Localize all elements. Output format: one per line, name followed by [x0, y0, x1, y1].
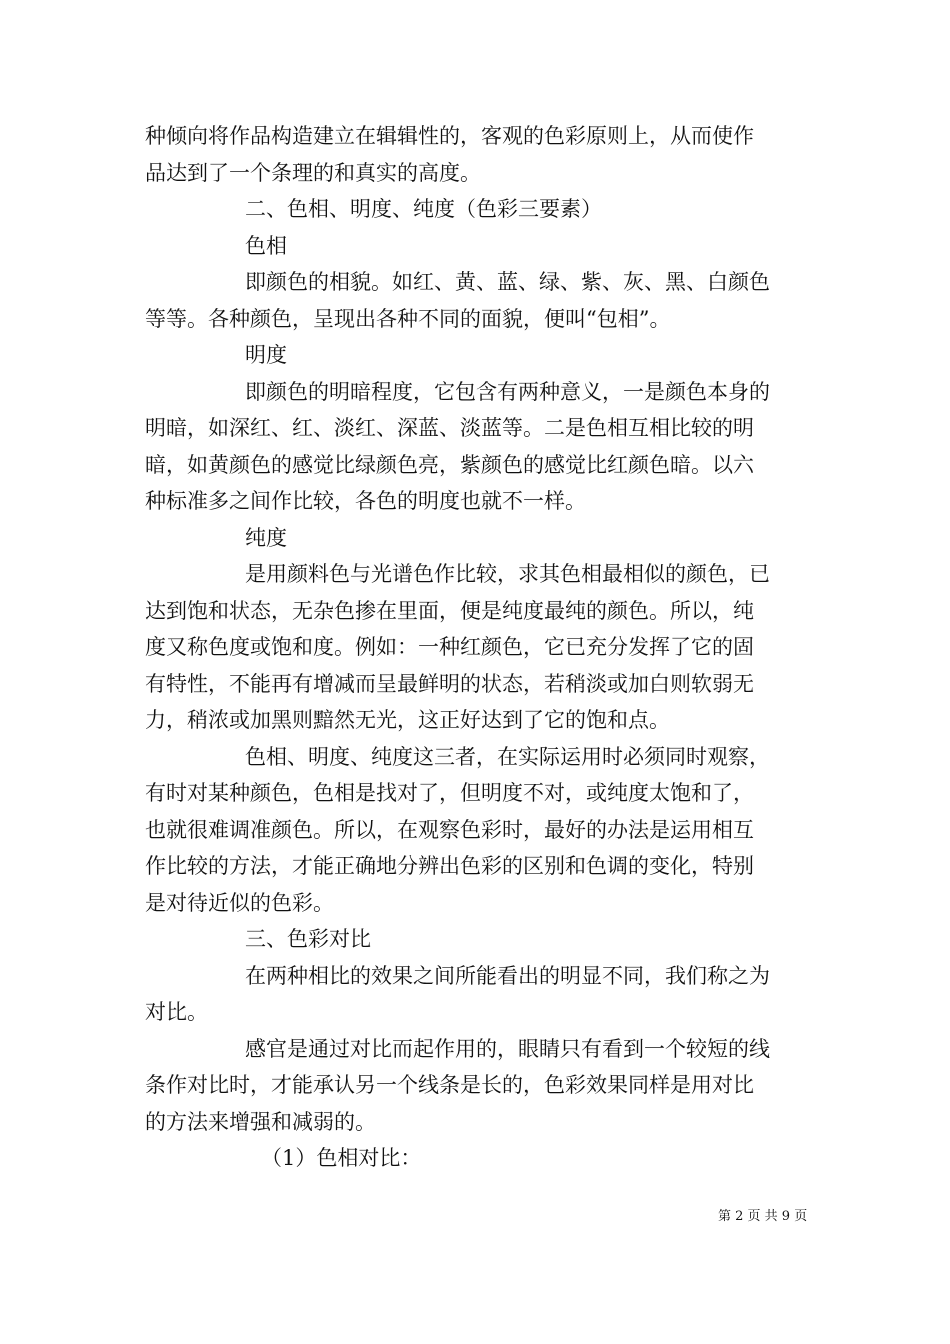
paragraph-line: 力，稍浓或加黑则黯然无光，这正好达到了它的饱和点。: [145, 708, 670, 732]
subheading-hue: 色相: [245, 233, 287, 258]
paragraph-line: 明暗，如深红、红、淡红、深蓝、淡蓝等。二是色相互相比较的明: [145, 416, 754, 440]
paragraph-line: 暗，如黄颜色的感觉比绿颜色亮，紫颜色的感觉比红颜色暗。以六: [145, 452, 754, 477]
document-body: [145, 118, 807, 1177]
paragraph-line: 也就很难调准颜色。所以，在观察色彩时，最好的办法是运用相互: [145, 817, 754, 842]
paragraph-line: 作比较的方法，才能正确地分辨出色彩的区别和色调的变化，特别: [145, 854, 754, 878]
paragraph-line: 色相、明度、纯度这三者，在实际运用时必须同时观察，: [245, 744, 770, 769]
paragraph-line: 即颜色的相貌。如红、黄、蓝、绿、紫、灰、黑、白颜色: [245, 270, 770, 294]
subheading-brightness: 明度: [245, 343, 287, 367]
paragraph-line: 是用颜料色与光谱色作比较，求其色相最相似的颜色，已: [245, 562, 770, 586]
paragraph-line: 的方法来增强和减弱的。: [145, 1109, 376, 1134]
paragraph-line: 在两种相比的效果之间所能看出的明显不同，我们称之为: [245, 963, 770, 988]
paragraph-line: 等等。各种颜色，呈现出各种不同的面貌，便叫“包相”。: [145, 306, 671, 331]
paragraph-line: 有特性，不能再有增减而呈最鲜明的状态，若稍淡或加白则软弱无: [145, 671, 754, 696]
paragraph-line: 对比。: [145, 1000, 208, 1024]
paragraph-line: 条作对比时，才能承认另一个线条是长的，色彩效果同样是用对比: [145, 1073, 754, 1097]
paragraph-line: 感官是通过对比而起作用的，眼睛只有看到一个较短的线: [245, 1036, 770, 1061]
subheading-purity: 纯度: [245, 525, 287, 550]
paragraph-line: 种标准多之间作比较，各色的明度也就不一样。: [145, 489, 586, 513]
paragraph-line: 即颜色的明暗程度，它包含有两种意义，一是颜色本身的: [245, 379, 770, 404]
page-number: 第 2 页 共 9 页: [718, 1209, 808, 1224]
section-heading: 三、色彩对比: [245, 927, 371, 951]
paragraph-line: 度又称色度或饱和度。例如：一种红颜色，它已充分发挥了它的固: [145, 635, 754, 659]
list-heading: （1）色相对比：: [261, 1146, 422, 1170]
paragraph-line: 种倾向将作品构造建立在辑辑性的，客观的色彩原则上，从而使作: [145, 124, 754, 148]
paragraph-line: 是对待近似的色彩。: [145, 890, 334, 915]
paragraph-line: 达到饱和状态，无杂色掺在里面，便是纯度最纯的颜色。所以，纯: [145, 598, 754, 623]
section-heading: 二、色相、明度、纯度（色彩三要素）: [245, 197, 602, 221]
paragraph-line: 品达到了一个条理的和真实的高度。: [145, 160, 481, 185]
paragraph-line: 有时对某种颜色，色相是找对了，但明度不对，或纯度太饱和了，: [145, 781, 754, 805]
